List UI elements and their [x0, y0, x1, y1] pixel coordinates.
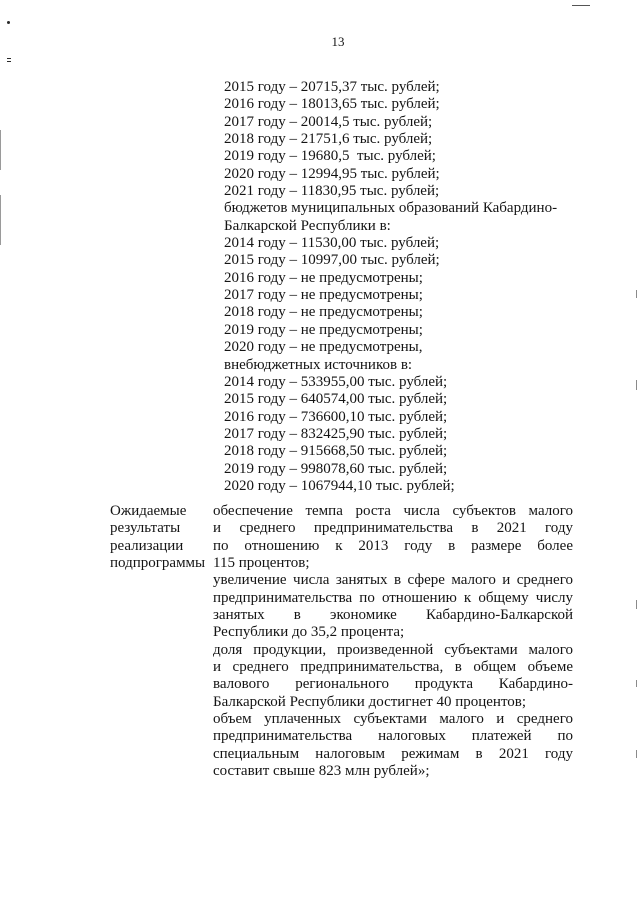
- scan-artifact: [636, 600, 637, 609]
- scan-artifact: [7, 58, 11, 59]
- scan-artifact: [636, 750, 637, 758]
- scan-artifact: [7, 21, 10, 24]
- financing-line: 2015 году – 10997,00 тыс. рублей;: [224, 252, 440, 269]
- financing-line: 2014 году – 533955,00 тыс. рублей;: [224, 373, 448, 390]
- financing-line: 2021 году – 11830,95 тыс. рублей;: [224, 183, 440, 200]
- result-paragraph: [213, 503, 573, 572]
- extrabudgetary-heading: внебюджетных источников в:: [224, 356, 413, 373]
- label-line: результаты: [110, 520, 181, 537]
- financing-line: 2019 году – не предусмотрены;: [224, 321, 423, 338]
- label-line: Ожидаемые: [110, 503, 187, 519]
- financing-line: 2019 году – 998078,60 тыс. рублей;: [224, 460, 448, 477]
- page-number: 13: [331, 34, 345, 49]
- result-line: 115 процентов;: [213, 555, 310, 572]
- financing-line: 2018 году – 915668,50 тыс. рублей;: [224, 443, 448, 460]
- financing-line: 2018 году – 21751,6 тыс. рублей;: [224, 131, 433, 148]
- result-paragraph: [213, 711, 573, 780]
- result-line: увеличение числа занятых в сфере малого и среднего: [213, 572, 573, 589]
- financing-line: 2016 году – не предусмотрены;: [224, 269, 423, 286]
- scan-artifact: [7, 61, 11, 62]
- scan-artifact: [636, 680, 637, 687]
- result-line: валового регионального продукта Кабардино-: [213, 676, 573, 693]
- financing-line: 2016 году – 736600,10 тыс. рублей;: [224, 408, 448, 425]
- result-paragraph: [213, 572, 573, 641]
- result-line: предпринимательства по отношению к общему числу: [213, 589, 573, 606]
- result-paragraph: [213, 642, 573, 711]
- municipal-budgets-heading: Балкарской Республики в:: [224, 217, 391, 234]
- result-line: составит свыше 823 млн рублей»;: [213, 763, 430, 780]
- financing-line: 2017 году – 20014,5 тыс. рублей;: [224, 113, 433, 130]
- result-line: Республики до 35,2 процента;: [213, 624, 405, 641]
- financing-list: [224, 79, 584, 495]
- result-line: занятых в экономике Кабардино-Балкарской: [213, 607, 573, 624]
- financing-line: 2016 году – 18013,65 тыс. рублей;: [224, 96, 440, 113]
- financing-line: 2015 году – 20715,37 тыс. рублей;: [224, 79, 440, 95]
- result-line: Балкарской Республики достигнет 40 процентов;: [213, 693, 527, 710]
- financing-line: 2017 году – 832425,90 тыс. рублей;: [224, 425, 448, 442]
- result-line: и среднего предпринимательства, в общем объеме: [213, 659, 573, 676]
- expected-results-label: [110, 503, 210, 572]
- label-line: реализации: [110, 537, 184, 554]
- financing-line: 2020 году – 12994,95 тыс. рублей;: [224, 165, 440, 182]
- result-line: специальным налоговым режимам в 2021 году: [213, 745, 573, 762]
- financing-line: 2017 году – не предусмотрены;: [224, 287, 423, 304]
- scan-artifact: [0, 195, 1, 245]
- label-line: подпрограммы: [110, 555, 206, 572]
- scan-artifact: [636, 380, 637, 390]
- scan-artifact: [0, 130, 1, 170]
- scan-artifact: [636, 290, 637, 298]
- result-line: объем уплаченных субъектами малого и среднего: [213, 711, 573, 728]
- scan-artifact: [572, 5, 590, 6]
- financing-line: 2020 году – не предусмотрены,: [224, 339, 423, 356]
- result-line: по отношению к 2013 году в размере более: [213, 537, 573, 554]
- financing-line: 2014 году – 11530,00 тыс. рублей;: [224, 235, 440, 252]
- financing-line: 2019 году – 19680,5 тыс. рублей;: [224, 148, 436, 165]
- result-line: предпринимательства налоговых платежей по: [213, 728, 573, 745]
- financing-line: 2018 году – не предусмотрены;: [224, 304, 423, 321]
- result-line: доля продукции, произведенной субъектами малого: [213, 641, 573, 658]
- expected-results-text: [213, 503, 573, 781]
- result-line: и среднего предпринимательства в 2021 году: [213, 520, 573, 537]
- result-line: обеспечение темпа роста числа субъектов малого: [213, 503, 573, 519]
- financing-line: 2015 году – 640574,00 тыс. рублей;: [224, 391, 448, 408]
- municipal-budgets-heading: бюджетов муниципальных образований Кабардино-: [224, 200, 558, 217]
- financing-line: 2020 году – 1067944,10 тыс. рублей;: [224, 477, 455, 494]
